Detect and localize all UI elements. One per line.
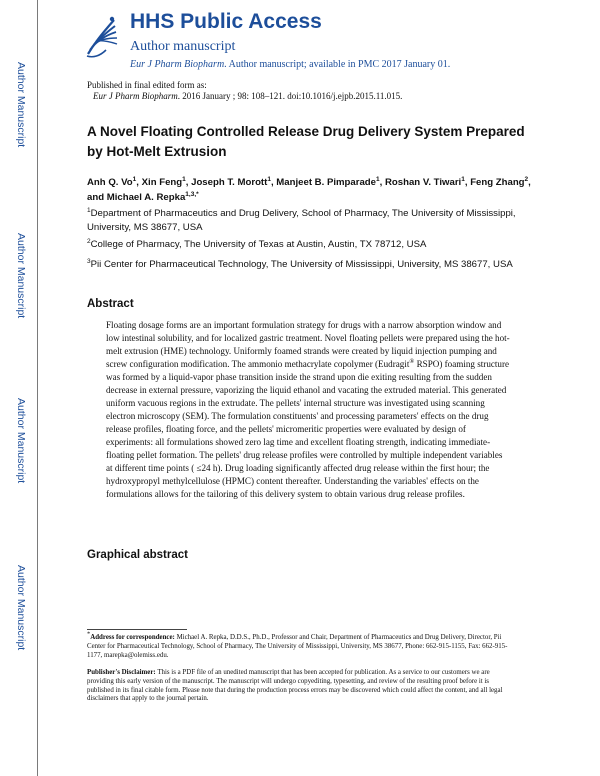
affiliation-3 bbox=[87, 258, 537, 272]
author-affiliation-sup: 1 bbox=[132, 175, 137, 183]
author-list: Anh Q. Vo$^1$, Xin Feng$^1$, Joseph T. Morott$^1$, Manjeet B. Pimparade$^1$, Roshan V. Tiwari$^1$, Feng Zhang$^2$, and Michael A. Repka$^{1,3,*}$ bbox=[87, 175, 531, 203]
footnote-rule bbox=[87, 629, 187, 630]
author-affiliation-sup: 1 bbox=[182, 175, 186, 183]
affiliation-2 bbox=[87, 238, 537, 252]
side-label-author-manuscript: Author Manuscript bbox=[15, 62, 27, 148]
hhs-eagle-logo-icon bbox=[84, 14, 120, 60]
side-label-author-manuscript: Author Manuscript bbox=[15, 233, 27, 319]
correspondence-text: Michael A. Repka, D.D.S., Ph.D., Professor and Chair, Department of Pharmaceutics and Drug Delivery, Director, Pii Center for Pharmaceutical Technology, School of Pharmacy, The University of Mississippi, University, MS 38677, Phone: 662-915-1155, Fax: 662-915-1177, marepka@olemiss.edu. bbox=[87, 634, 508, 659]
graphical-abstract-heading: Graphical abstract bbox=[87, 549, 188, 561]
journal-abbrev: Eur J Pharm Biopharm bbox=[130, 59, 225, 70]
citation-details: . 2016 January ; 98: 108–121. doi:10.1016/j.ejpb.2015.11.015. bbox=[177, 91, 403, 101]
abstract-text-part2: RSPO) foaming structure was formed by a liquid-vapor phase transition inside the strand upon die exiting resulting from the sudden decrease in external pressure, vaporizing the liquid ethanol and vacating the extruded material. This generated uniform vacuous regions in the extrudate. The pellets' internal structure was investigated using scanning electron microscopy (SEM). The formulation constituents' and processing parameters' effects on the drug release profiles, floating force, and the pellets' micromeritic properties were evaluated by design of experiments: all formulations showed zero lag time and excellent floating strength, indicating immediate-floating pellet formation. The pellets' drug release profiles were controlled by multiple independent variables at different time points ( ≤24 h). Drug loading significantly affected drug release within the first hour; the hydroxypropyl methylcellulose (HPMC) content thereafter. Understanding the variables' effects on the formulations allows for the tailoring of this delivery system to obtain various drug release profiles. bbox=[106, 359, 510, 499]
correspondence-sup: * bbox=[87, 630, 91, 638]
availability-note: . Author manuscript; available in PMC 2017 January 01. bbox=[224, 59, 451, 70]
author-name: Michael A. Repka bbox=[106, 192, 186, 203]
author-and: and bbox=[87, 192, 105, 203]
author-affiliation-sup: 1 bbox=[267, 175, 271, 183]
author-affiliation-sup: 2 bbox=[524, 175, 529, 183]
published-label: Published in final edited form as: bbox=[87, 80, 207, 90]
abstract-heading: Abstract bbox=[87, 298, 134, 310]
hhs-public-access-title: HHS Public Access bbox=[130, 10, 322, 33]
affiliation-sup: 2 bbox=[87, 237, 91, 245]
margin-rule bbox=[37, 0, 38, 776]
author-name: Roshan V. Tiwari bbox=[384, 177, 462, 188]
correspondence-label: Address for correspondence: bbox=[90, 634, 175, 641]
author-affiliation-sup: 1,3,* bbox=[185, 190, 199, 198]
author-name: Anh Q. Vo bbox=[87, 177, 133, 188]
author-name: Joseph T. Morott bbox=[191, 177, 268, 188]
author-name: Xin Feng bbox=[141, 177, 183, 188]
affiliation-sup: 3 bbox=[87, 257, 91, 265]
citation-line bbox=[93, 91, 402, 101]
author-name: Feng Zhang bbox=[470, 177, 525, 188]
abstract-text-part1: Floating dosage forms are an important formulation strategy for drugs with a narrow absorption window and low intestinal solubility, and for localized gastric treatment. Novel floating pellets were prepared using the hot-melt extrusion (HME) technology. Uniformly foamed strands were created by liquid injection pumping and screw configuration modification. The ammonio methacrylate copolymer (Eudragit bbox=[106, 320, 510, 369]
registered-mark: ® bbox=[409, 357, 415, 365]
affiliation-sup: 1 bbox=[87, 206, 91, 214]
author-affiliation-sup: 1 bbox=[376, 175, 380, 183]
side-label-author-manuscript: Author Manuscript bbox=[15, 398, 27, 484]
affiliation-text: Department of Pharmaceutics and Drug Delivery, School of Pharmacy, The University of Mississippi, University, MS 38677, USA bbox=[87, 208, 516, 233]
disclaimer-label: Publisher's Disclaimer: bbox=[87, 669, 156, 676]
manuscript-availability-line bbox=[130, 59, 450, 70]
disclaimer-text: This is a PDF file of an unedited manuscript that has been accepted for publication. As a service to our customers we are providing this early version of the manuscript. The manuscript will undergo copyediting, typesetting, and review of the resulting proof before it is published in its final citable form. Please note that during the production process errors may be discovered which could affect the content, and all legal disclaimers that apply to the journal pertain. bbox=[87, 669, 503, 703]
affiliation-text: College of Pharmacy, The University of Texas at Austin, Austin, TX 78712, USA bbox=[90, 239, 427, 250]
author-manuscript-subtitle: Author manuscript bbox=[130, 39, 236, 54]
affiliation-text: Pii Center for Pharmaceutical Technology, The University of Mississippi, University, MS 38677, USA bbox=[90, 259, 513, 270]
author-name: Manjeet B. Pimparade bbox=[276, 177, 376, 188]
side-label-author-manuscript: Author Manuscript bbox=[15, 565, 27, 651]
abstract-body bbox=[106, 319, 511, 501]
article-title: A Novel Floating Controlled Release Drug Delivery System Prepared by Hot-Melt Extrusion bbox=[87, 124, 525, 159]
affiliation-1 bbox=[87, 207, 537, 234]
publisher-disclaimer bbox=[87, 669, 517, 704]
citation-journal: Eur J Pharm Biopharm bbox=[93, 91, 178, 101]
correspondence-footnote bbox=[87, 630, 517, 660]
author-affiliation-sup: 1 bbox=[461, 175, 465, 183]
